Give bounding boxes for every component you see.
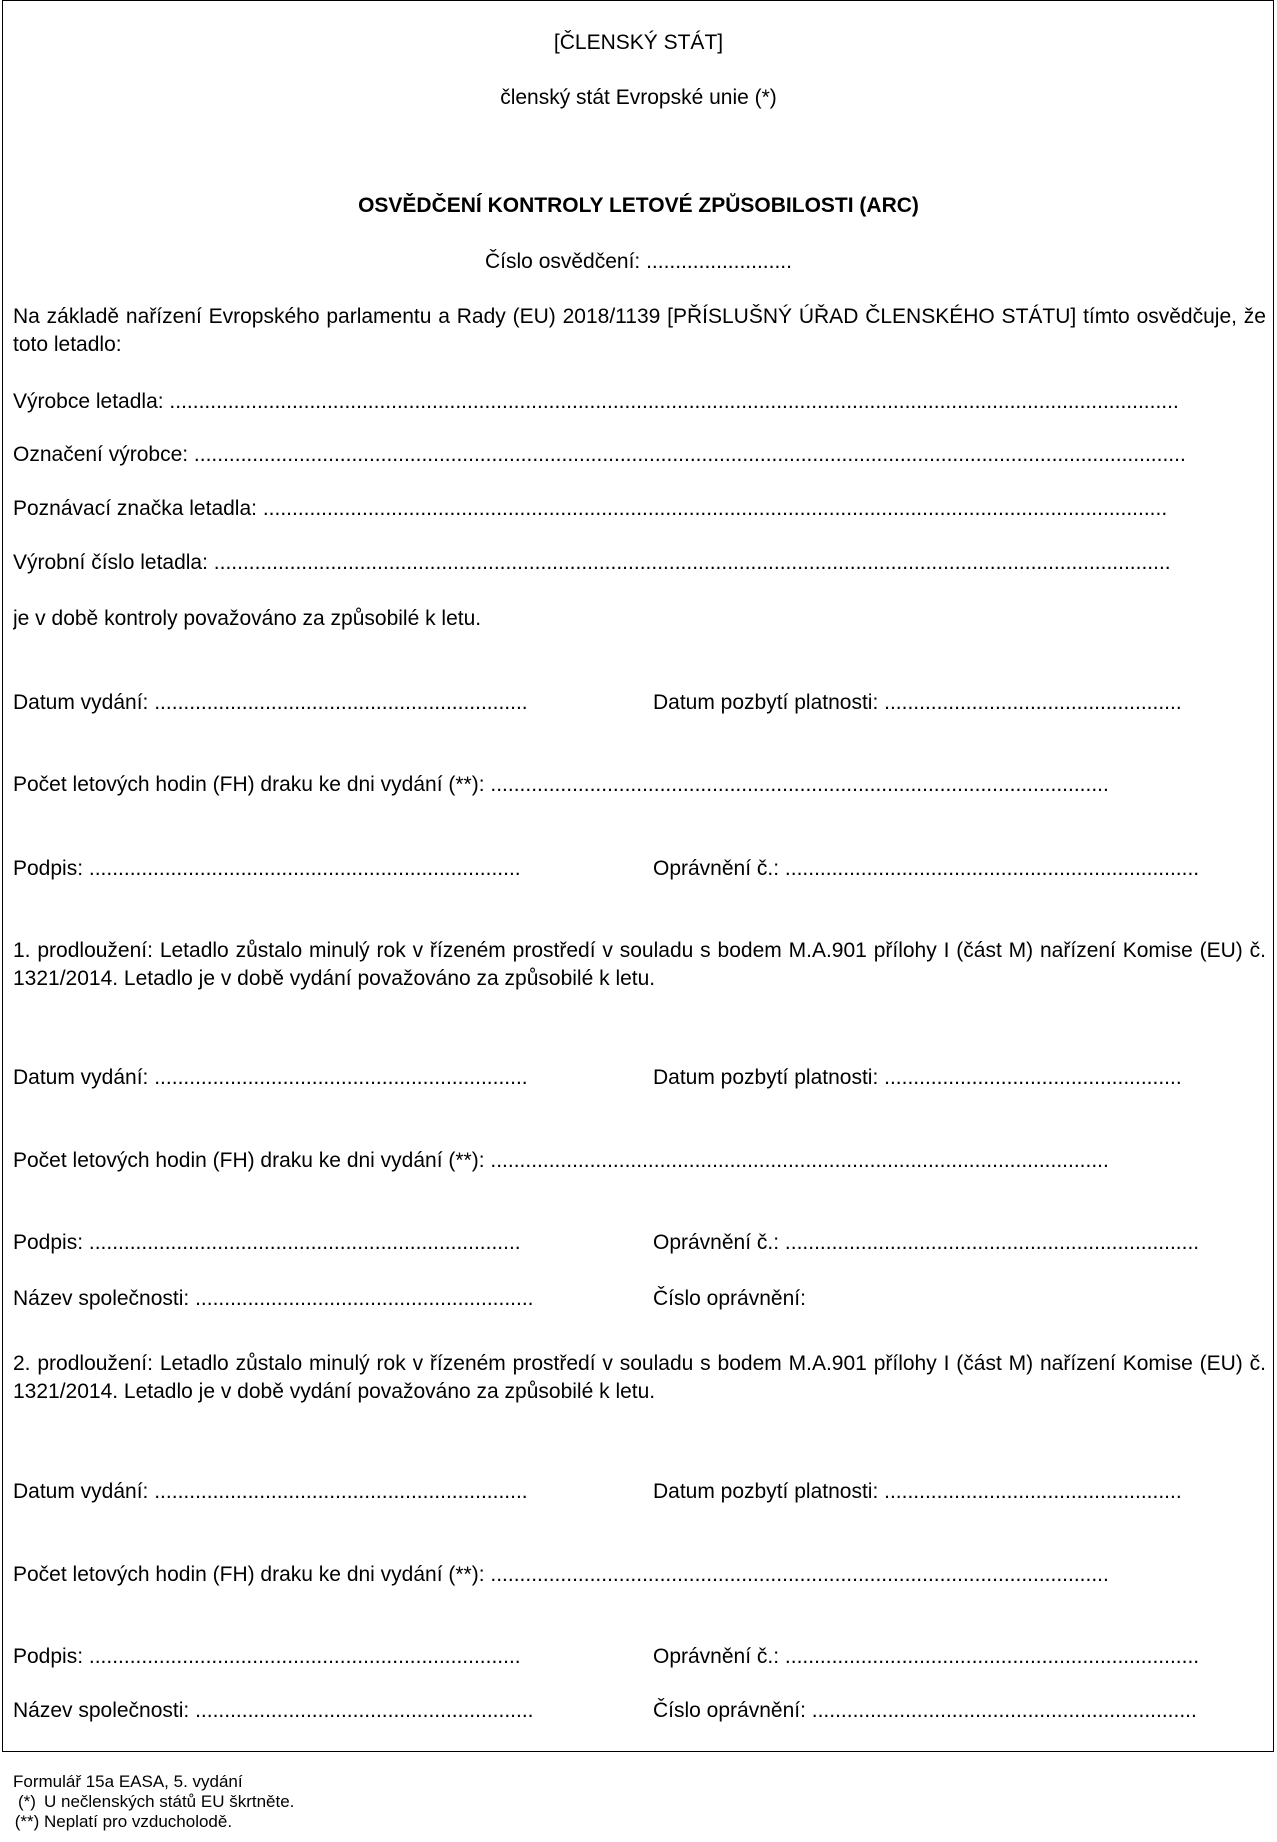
aircraft-manufacturer-field: Výrobce letadla: ............................................................................................................................................................................. [13, 390, 1179, 413]
extension-2-flight-hours-field: Počet letových hodin (FH) draku ke dni vydání (**): .......................................................................................................... [13, 1563, 1109, 1586]
extension-1-approval-field: Číslo oprávnění: [653, 1287, 806, 1310]
intro-paragraph: Na základě nařízení Evropského parlamentu a Rady (EU) 2018/1139 [PŘÍSLUŠNÝ ÚŘAD ČLENSKÉHO STÁTU] tímto osvědčuje, že toto letadlo: [13, 305, 1266, 356]
footnote-2-mark: (**) [14, 1812, 40, 1831]
extension-2-issue-date-field: Datum vydání: ................................................................ [13, 1480, 528, 1503]
extension-1-issue-date-field: Datum vydání: ................................................................ [13, 1066, 528, 1089]
footnote-1-mark: (*) [18, 1792, 36, 1811]
extension-1-signature-field: Podpis: .......................................................................... [13, 1231, 521, 1254]
form-title: OSVĚDČENÍ KONTROLY LETOVÉ ZPŮSOBILOSTI (ARC) [358, 194, 919, 217]
extension-2-signature-field: Podpis: .......................................................................... [13, 1645, 521, 1668]
initial-authorisation-field: Oprávnění č.: ....................................................................... [653, 857, 1200, 880]
extension-1-company-field: Název společnosti: .......................................................... [13, 1287, 534, 1310]
footnote-1 [10, 1792, 294, 1812]
member-state-placeholder: [ČLENSKÝ STÁT] [553, 31, 724, 54]
extension-2-paragraph: 2. prodloužení: Letadlo zůstalo minulý rok v řízeném prostředí v souladu s bodem M.A.901 přílohy I (část M) nařízení Komise (EU) č. 1321/2014. Letadlo je v době vydání považováno za způsobilé k letu. [13, 1352, 1266, 1403]
manufacturer-designation-field: Označení výrobce: .......................................................................................................................................................................... [13, 443, 1186, 466]
extension-1-flight-hours-field: Počet letových hodin (FH) draku ke dni vydání (**): .......................................................................................................... [13, 1149, 1109, 1172]
serial-number-field: Výrobní číslo letadla: .................................................................................................................................................................... [13, 551, 1171, 574]
eu-member-state-line: členský stát Evropské unie (*) [500, 86, 777, 109]
initial-signature-field: Podpis: .......................................................................... [13, 857, 521, 880]
registration-mark-field: Poznávací značka letadla: ........................................................................................................................................................... [13, 497, 1168, 520]
extension-1-expiry-date-field: Datum pozbytí platnosti: ................................................... [653, 1066, 1182, 1089]
footnote-2 [10, 1812, 232, 1832]
extension-2-approval-field: Číslo oprávnění: .................................................................. [653, 1699, 1197, 1722]
certificate-number-field: Číslo osvědčení: ......................... [485, 250, 792, 273]
initial-flight-hours-field: Počet letových hodin (FH) draku ke dni vydání (**): .......................................................................................................... [13, 773, 1109, 796]
initial-issue-date-field: Datum vydání: ................................................................ [13, 691, 528, 714]
extension-1-authorisation-field: Oprávnění č.: ....................................................................... [653, 1231, 1200, 1254]
initial-expiry-date-field: Datum pozbytí platnosti: ................................................... [653, 691, 1182, 714]
extension-2-expiry-date-field: Datum pozbytí platnosti: ................................................... [653, 1480, 1182, 1503]
extension-2-company-field: Název společnosti: .......................................................... [13, 1699, 534, 1722]
footnote-1-text: U nečlenských států EU škrtněte. [44, 1792, 295, 1811]
extension-2-authorisation-field: Oprávnění č.: ....................................................................... [653, 1645, 1200, 1668]
extension-1-paragraph: 1. prodloužení: Letadlo zůstalo minulý rok v řízeném prostředí v souladu s bodem M.A.901 přílohy I (část M) nařízení Komise (EU) č. 1321/2014. Letadlo je v době vydání považováno za způsobilé k letu. [13, 939, 1266, 990]
footnote-2-text: Neplatí pro vzducholodě. [44, 1812, 233, 1831]
form-identifier: Formulář 15a EASA, 5. vydání [13, 1772, 243, 1791]
airworthiness-statement: je v době kontroly považováno za způsobilé k letu. [13, 607, 482, 630]
